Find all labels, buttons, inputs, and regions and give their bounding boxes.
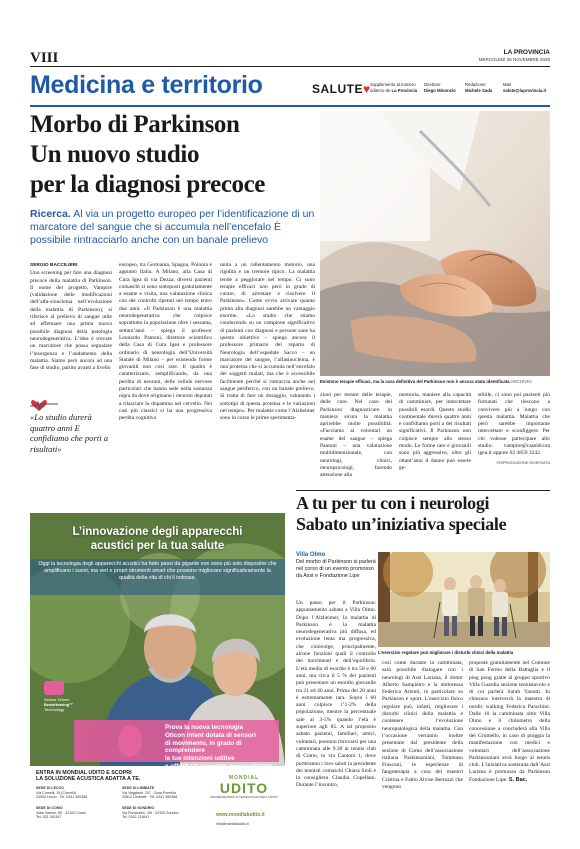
column-1-text: Uno screening per fare una diagnosi precoce della malattia di Parkinson. Il nome del progetto, Vampire (validazione delle modificazioni dell’alfa-sinucleina nell’evoluzione della malattia di Parkinson), si riferisce al prelievo di sangue utile ad effettuare una prima nuova possibile diagnosi della patologia neurodegenerativa. L’idea è trovare un marcatore che possa segnalare l’insorgenza e l’andamento della malattia. Siamo però ancora ad una fase di studio, partito avanti a livello (30, 270, 112, 372)
salute-director-name: Diego Minonzio (424, 87, 456, 93)
ad-store-sondrio (122, 806, 178, 820)
store-lecco-address: Via Cornelli, 15 (Cornelli) (36, 790, 76, 795)
article-column-3 (220, 262, 315, 423)
copyright-notice: ©RIPRODUZIONE RISERVATA (496, 460, 550, 465)
article2-column-3 (469, 660, 550, 784)
hands-photo-illustration (320, 111, 550, 376)
ad-technology-label (44, 697, 73, 712)
section-title: Medicina e territorio (30, 71, 263, 99)
article-column-6 (478, 392, 550, 467)
salute-supplement-line1: Supplemento al numero (370, 82, 416, 87)
article2-kicker (296, 552, 376, 580)
store-sondrio-title: SEDE DI SONDRIO (122, 806, 155, 810)
headline-line1: Morbo di Parkinson (30, 111, 240, 138)
walkers-photo-illustration (378, 552, 550, 647)
logo-line1: MONDIAL (228, 775, 260, 781)
salute-director-title: Direttore (424, 82, 441, 87)
article2-headline-line2: Sabato un’iniziativa speciale (296, 514, 507, 534)
article2-photo-walkers (378, 552, 550, 647)
ad-store-limbiate (122, 786, 177, 800)
mondial-udito-logo (208, 775, 280, 799)
store-lecco-phone: 23900 Lecco · Tel. 0341 360388 (36, 795, 88, 800)
ad-title (30, 525, 285, 553)
ad-tech-line3: Technology (44, 707, 65, 712)
article2-top-rule (296, 490, 550, 491)
salute-supplement-paper: La Provincia (391, 87, 418, 93)
column-4-text: zioni per testare delle terapie, delle cure. Nel caso del Parkinson diagnosticare in maniera sicura la malattia aprirebbe molte possibilità. «Facciamo ai volontari un esame del sangue – spiega Pantoni – una valutazione multidimensionale, con neurologi, clinici, neuropsicologi, facendo attenzione alla (320, 392, 392, 479)
headline-line2: Un nuovo studio (30, 141, 200, 168)
ad-promo-line4: le tue intenzioni uditive (165, 755, 235, 763)
article-column-4 (320, 392, 392, 480)
column-2-text: europeo, tra Germania, Spagna, Polonia e appunto Italia. A Milano, alla Casa di Cura Igea di via Dezza, diversi pazienti comaschi si sono sottoposti gratuitamente a esame e visita, una valutazione clinica con dei controlli ripetuti nel tempo entro due anni. «Il Parkinson è una malattia neurodegenerativa che colpisce soprattutto la popolazione oltre i sessanta, settant’anni – spiega il professor Leonardo Pantoni, direttore scientifico della Casa di Cura Igea e professore ordinario di neurologia dell’Università Statale di Milano – per esistendo forme giovanili non così rare. Il quadro è caratterizzato, semplificando, da una perdita di neuroni, delle cellule nervose particolari che hanno sede nella sostanza nigra da dove originano i neuroni deputati a rilasciare la dopamina nel cervello. Nei casi più classici si ha una progressiva perdita cognitiva (119, 262, 212, 422)
logo-line2: UDITO (219, 780, 269, 796)
column-6-text: stibile, ci sono poi pazienti più fortunati che riescono a convivere più a lungo con questa malattia. Malattia che però sarebbe importante intercettare e sconfiggere. Per chi volesse partecipare allo studio: vampire@caseidcura igea.it oppure 02 4859 3242. (478, 392, 550, 457)
ad-subtitle: Oggi la tecnologia degli apparecchi acustici ha fatto passi da gigante non sono più solo dispositivi che amplificano i suoni, ma veri e propri strumenti smart che possono migliorare significativamente la qualità della vita di chi li indossa. (38, 561, 277, 581)
kicker-lead: Ricerca. (30, 208, 71, 220)
salute-editorial (465, 82, 492, 93)
article2-signoff: S. Bac. (508, 776, 528, 783)
salute-director (424, 82, 456, 93)
ad-title-line1: L’innovazione degli apparecchi (72, 526, 243, 538)
ad-store-lecco (36, 786, 87, 800)
kicker-text: Al via un progetto europeo per l’identificazione di un marcatore del sangue che si accumula nell’encefalo È possibile rintracciarlo anche con un banale prelievo (30, 208, 315, 246)
ad-cta-line2: LA SOLUZIONE ACUSTICA ADATTA A TE. (36, 776, 141, 783)
store-limbiate-address: Via Veggianti, 2/C · Zona Pomella (122, 790, 176, 795)
ad-tech-line2: BrainHearing™ (44, 702, 74, 707)
salute-supplement (370, 82, 417, 93)
salute-mail-address[interactable]: salute@laprovincia.it (503, 87, 547, 93)
store-como-address: Viale Varese, 85 · 22100 Como (36, 810, 86, 815)
column-3-text: unita a un rallentamento motorio, una rigidità e un tremore tipico. La malattia tende a peggiorare nel tempo. Ci sono terapie efficaci non però in grado di curare, di arrestare e risolvere il Parkinson». Come ovvio arrivare quanto prima alla diagnosi sarebbe un vantaggio enorme. «Lo studio che stiamo conducendo su un campione significativo di pazienti con diagnosi e persone sane ha questo obiettivo – spiega ancora il professore primario del reparto di Neurologia dell’ospedale Sacco – un marcatore del sangue, l’alfasinucleina, è una proteina che si accumula nell’encefalo dei soggetti malati, ma che è accessibile facilmente perché si rintraccia anche nel sangue periferico, con un banale prelievo. Si tratta di fare un dosaggio, valutando i sottotipi di questa proteina e le variazioni nel tempo». Per malattie come l’Alzheimer sono in corso le prime sperimenta- (220, 262, 315, 422)
store-como-phone: Tel. 031 261167 (36, 815, 62, 820)
ad-promo-text (165, 724, 283, 771)
ad-title-line2: acustici per la tua salute (90, 540, 225, 552)
ad-call-to-action (36, 770, 140, 783)
logo-tagline: PROFESSIONISTI E TECNOLOGIA PER L’UDITO (210, 795, 278, 799)
ad-promo-line2: Oticon Intent dotata di sensori (165, 731, 256, 739)
article-kicker (30, 208, 315, 247)
article-headline (30, 110, 315, 200)
article2-column-1-text: Un passo per il Parkinson: appuntamento sabato a Villa Olmo. Dopo l’Alzheimer, la malattia di Parkinson è la malattia neurodegenerativa più diffusa, ed evoluzione lenta ma progressiva, che coinvolge, principalmente, alcune funzioni quali il controllo dei movimenti e dell’equilibrio. L’età media di esordio è tra 58 e 60 anni, ma circa il 5 % dei pazienti può presentare un esordio giovanile tra 21 ed 40 anni. Prima dei 20 anni è estremamente rara. Sopra i 60 anni colpisce l’1-2% della popolazione, mentre la percentuale sale al 3-5% quando l’età è superiore agli 85. A tal proposito sabato pazienti, familiari, amici, volontari, possono ritrovarsi per una camminata alle 9.30 ai tennis club di Como, in via Cantoni 1, dove porteranno i loro saluti la presidente dei tennisti comaschi Chiara Sioli e la consigliera Claudia Copellani. Durante l’incontro, (296, 600, 376, 789)
column-5-text: memoria, maniere alla capacità di camminare, per intercettare possibili esordi. Questo studio continentale durerà quattro anni e confidiamo porti a dei risultati significativi. Il Parkinson non colpisce sempre allo stesso modo. Le forme rare e giovanili sono più aggressive, oltre gli ottant’anni il danno può essere ge- (399, 392, 471, 471)
ad-store-como (36, 806, 86, 820)
article2-headline (296, 493, 550, 535)
byline: SERGIO BACCILIERI (30, 263, 78, 268)
advertisement-hearing-aids[interactable] (30, 513, 285, 831)
article2-headline-line1: A tu per tu con i neurologi (296, 493, 490, 513)
ad-promo-line1: Prova la nuova tecnologia (165, 724, 244, 731)
store-limbiate-phone: 20812 Limbiate · Tel. 0341 360388 (122, 795, 178, 800)
article-column-5 (399, 392, 471, 472)
salute-mail-title: Mail (503, 82, 511, 87)
salute-logo-text: SALUTE (312, 82, 363, 96)
section-rule (30, 105, 550, 107)
salute-editorial-title: Redazione (465, 82, 486, 87)
store-sondrio-address: Via Parravicini, 4/6 · 23100 Sondrio (122, 810, 179, 815)
article2-location: Villa Olmo (296, 552, 326, 558)
pull-quote: «Lo studio durerà quattro anni E confidiamo che porti a risultati» (30, 412, 109, 454)
photo-caption (320, 379, 550, 384)
article-photo-hands (320, 111, 550, 376)
ad-cta-line1: ENTRA IN MONDIAL UDITO E SCOPRI (36, 770, 132, 776)
article-column-1 (30, 262, 112, 372)
newspaper-name: LA PROVINCIA (503, 49, 550, 56)
salute-editorial-name: Michele Sada (465, 87, 493, 93)
store-limbiate-title: SEDE DI LIMBIATE (122, 786, 155, 790)
ad-promo-line3: di movimento, in grado di comprendere (165, 739, 242, 755)
ad-website-link[interactable]: www.mondialudito.it (216, 812, 265, 818)
article2-column-2-text: così come durante la camminata, sarà possibile dialogare con i neurologi di Asst Lariana, il dottor Alberto Sampietro e la dottoressa Federica Arienti, in particolare su Parkinson e sport. L’esercizio fisico regolare può, infatti, migliorare i disturbi clinici della malattia e contenere l’evoluzione neuropatologica della malattia. Con l’occasione verranno inoltre presentate dal presidente della sezione di Como dell’associazione italiana Parkinsoniani, Tommaso Frasconi, le esperienze di fangoterapia a cura dei maestri Cristina e Fabio Alvise Bertuzzi che vengono (382, 660, 463, 791)
article-column-2 (119, 262, 212, 423)
store-como-title: SEDE DI COMO (36, 806, 63, 810)
photo-credit: ARCHIVIO (509, 379, 532, 384)
article2-photo-caption: L’esercizio regolare può migliorare i disturbi clinici della malattia (378, 650, 514, 655)
article2-column-1 (296, 600, 376, 790)
ad-tech-line1: Sensor Driven (44, 697, 70, 702)
top-rule (30, 66, 550, 67)
newspaper-date: MERCOLEDÌ 26 NOVEMBRE 2025 (478, 57, 550, 62)
salute-logo (312, 82, 371, 96)
ad-email-link[interactable]: info@mondialudito.it (216, 822, 249, 826)
salute-supplement-line2: odierno de (370, 87, 391, 93)
article2-kicker-text: Del morbo di Parkinson si parlerà nel corso di un evento promosso da Asst e Fondazione Lipe (296, 559, 376, 579)
store-sondrio-phone: Tel. 0342 211641 (122, 815, 150, 820)
ad-contact-panel (30, 766, 285, 831)
salute-mail (503, 82, 546, 93)
page-number: VIII (30, 50, 59, 66)
heart-icon: ♥ (363, 82, 371, 96)
article2-column-2 (382, 660, 463, 791)
headline-line3: per la diagnosi precoce (30, 171, 266, 198)
article2-column-3-text: proposte gratuitamente nel Comune di San Fermo della Battaglia e il ping pong gratie al gruppo sportivo Villa Guardia sezione tennistavolo e di cui parlerà Sarah Vanotti. In chiusura interverrà la maestra di nordic walking Federica Parachini. Dalle 10 la camminata oltre Villa Olmo e il chilometro della concessione a concluderà alla Villa del Grumello, in caso di pioggia la manifestazione con medici e volontari dell’associazione Parkinsoniani avrà luogo al tennis club. L’iniziativa sostenuta dall’Asst Lariana è promossa da Parkinson Fondazione Lipe. (469, 660, 550, 783)
store-lecco-title: SEDE DI LECCO (36, 786, 64, 790)
photo-caption-text: Esistono terapie efficaci, ma la cura definitiva del Parkinson non è ancora stata identificata (320, 379, 510, 384)
